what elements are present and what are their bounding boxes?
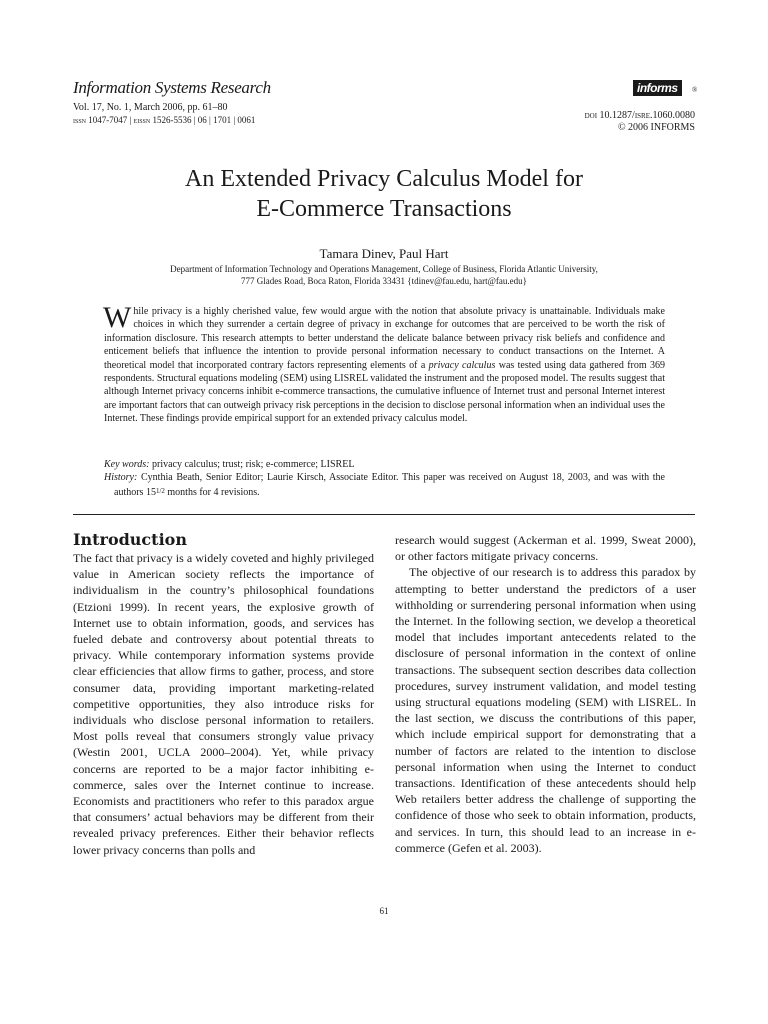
abstract-text-a: hile privacy is a highly cherished value, few would argue with the notion that absolute privacy is unattainable. Individuals make choices in which they surrender a certain degree of privacy in exchange for outcomes that are perceived to be worth the risk of information disclosure. This research attempts to better understand the delicate balance between privacy risk beliefs and confidence and enticement beliefs that influence the intention to provide personal information necessary to conduct transactions on the Internet. A theoretical model that incorporated contrary factors representing elements of a	[104, 306, 665, 371]
section-heading: Introduction	[73, 530, 187, 549]
authors: Tamara Dinev, Paul Hart	[319, 246, 449, 261]
volume-info: Vol. 17, No. 1, March 2006, pp. 61–80	[73, 102, 228, 113]
page-number: 61	[379, 906, 389, 916]
affiliation-line-2: 777 Glades Road, Boca Raton, Florida 33431 {tdinev@fau.edu, hart@fau.edu}	[241, 276, 527, 286]
left-paragraph-1: The fact that privacy is a widely coveted and highly privileged value in American society reflects the importance of individualism in the country’s philosophical foundations (Etzioni 1999). In recent years, the explosive growth of Internet use to obtain information, goods, and services has fueled debate and controversy about potential threats to privacy. While contemporary information systems provide clear efficiencies that allow firms to gather, process, and store consumer data, providing important marketing-related competitive opportunities, they also introduce risks for individuals who disclose personal information to retailers. Most polls reveal that consumers strongly value privacy (Westin 2001, UCLA 2000–2004). Yet, while privacy concerns are reported to be a major factor inhibiting e-commerce, sales over the Internet continue to increase. Economists and practitioners who refer to this paradox argue that consumers’ actual behaviors may be different from their revealed privacy preferences. Either their behavior reflects lower privacy concerns than polls and	[73, 551, 374, 857]
section-divider	[73, 514, 695, 515]
doi: doi 10.1287/isre.1060.0080	[584, 110, 695, 121]
right-column	[395, 532, 696, 856]
keywords-block	[104, 458, 665, 499]
journal-name: Information Systems Research	[73, 78, 271, 97]
abstract-emphasis: privacy calculus	[428, 359, 496, 371]
keywords-line: Key words: privacy calculus; trust; risk; e-commerce; LISREL	[104, 459, 355, 470]
keywords-label: Key words	[104, 459, 147, 470]
right-paragraph-1: research would suggest (Ackerman et al. 1999, Sweat 2000), or other factors mitigate privacy concerns.	[395, 533, 696, 564]
title-line-1: An Extended Privacy Calculus Model for	[185, 166, 583, 192]
history-line: History: Cynthia Beath, Senior Editor; Laurie Kirsch, Associate Editor. This paper was received on August 18, 2003, and was with the authors $15^{1/2}$ months for 4 revisions.	[104, 472, 665, 498]
abstract	[103, 301, 666, 426]
abstract-text-b: was tested using data gathered from 369 respondents. Structural equations modeling (SEM) using LISREL validated the instrument and the proposed model. The results suggest that although Internet privacy concerns inhibit e-commerce transactions, the cumulative influence of Internet trust and personal Internet interest are important factors that can outweigh privacy risk perceptions in the decision to disclose personal information when an individual uses the Internet. These findings provide empirical support for an extended privacy calculus model.	[104, 359, 666, 425]
title-line-2: E-Commerce Transactions	[256, 196, 512, 222]
history-label: History	[104, 472, 134, 484]
issn-info: issn 1047-7047 | eissn 1526-5536 | 06 | 1701 | 0061	[73, 115, 256, 125]
paper-title	[0, 164, 768, 224]
abstract-dropcap: W	[103, 301, 132, 334]
registered-mark: ®	[692, 86, 698, 94]
keywords-value: privacy calculus; trust; risk; e-commerce; LISREL	[151, 459, 355, 470]
informs-logo: informs	[633, 80, 682, 96]
left-column	[73, 531, 374, 858]
affiliation	[0, 263, 768, 287]
right-paragraph-2: The objective of our research is to address this paradox by attempting to better understand the predictors of a user withholding or surrendering personal information when using the Internet. In the following section, we develop a theoretical model that includes important antecedents related to the disclosure of personal information in the context of online transactions. The subsequent section describes data collection procedures, survey instrument validation, and model testing using structural equations modeling (SEM) with LISREL. In the last section, we discuss the contributions of this paper, which include empirical support for demonstrating that a number of factors are related to the intention to disclose personal information when using the Internet to conduct transactions. Identification of these antecedents should help Web retailers better address the challenge of supporting the confidence of those who seek to obtain information, products, and services. In turn, this should lead to an increase in e-commerce (Gefen et al. 2003).	[395, 565, 696, 855]
copyright: © 2006 INFORMS	[617, 122, 695, 133]
history-fraction: 1/2	[155, 486, 165, 495]
affiliation-line-1: Department of Information Technology and Operations Management, College of Business, Florida Atlantic University,	[170, 264, 598, 274]
doi-block	[585, 110, 695, 134]
history-value-b: months for 4 revisions.	[164, 486, 260, 498]
history-value-a: Cynthia Beath, Senior Editor; Laurie Kirsch, Associate Editor. This paper was received on August 18, 2003, and was with the authors 15	[114, 472, 665, 498]
